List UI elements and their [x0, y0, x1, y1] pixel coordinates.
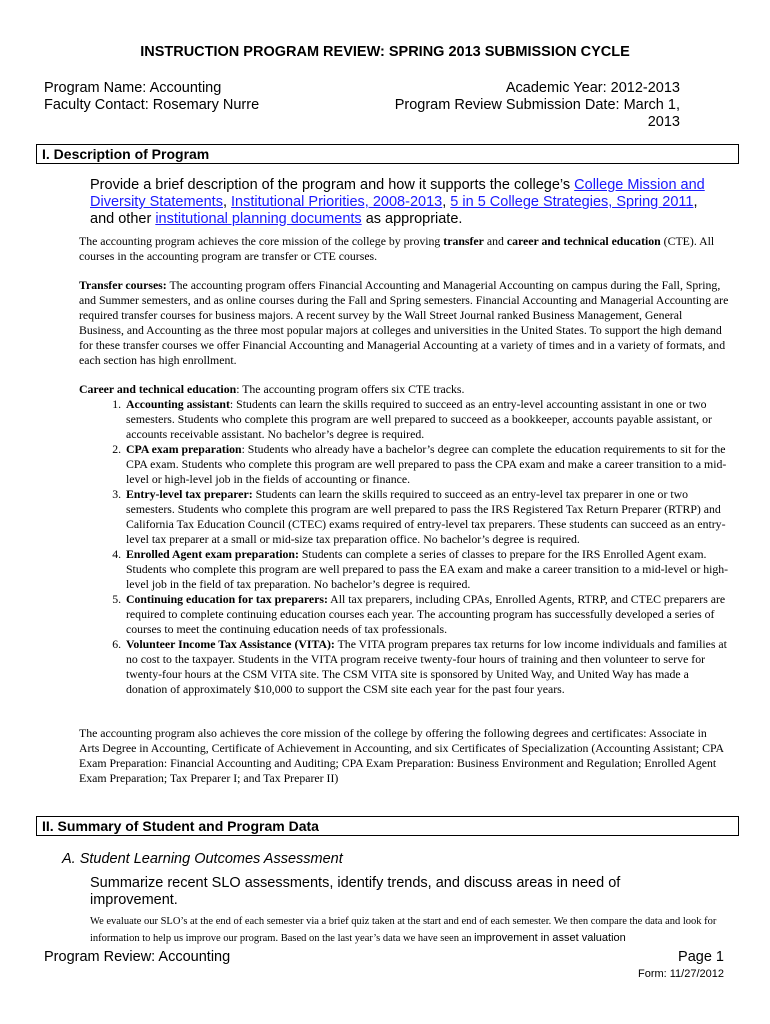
- slo-text-tail: improvement in asset valuation: [474, 932, 626, 944]
- academic-year: Academic Year: 2012-2013: [505, 80, 680, 96]
- list-item: [124, 637, 729, 697]
- intro-bold-transfer: transfer: [443, 234, 484, 248]
- link-institutional-priorities[interactable]: Institutional Priorities, 2008-2013: [231, 194, 443, 210]
- track-title: Continuing education for tax preparers:: [126, 592, 328, 606]
- track-text: Students can learn the skills required to succeed as an entry-level tax preparer in one or two semesters. Students who complete this program are well prepared to pass the IRS Registered Tax Return Preparer (RTRP) and California Tax Education Council (CTEC) exams required of entry-level tax preparers. These students can succeed as an entry-level tax preparer at a small or mid-size tax preparation office. No bachelor’s degree is required.: [126, 487, 726, 546]
- list-item: [124, 592, 729, 637]
- prompt-text: Provide a brief description of the program and how it supports the college’s: [90, 177, 575, 193]
- prompt-text: , and other: [90, 194, 698, 227]
- intro-text: (CTE). All courses in the accounting program are transfer or CTE courses.: [79, 234, 715, 263]
- track-title: CPA exam preparation: [126, 442, 242, 456]
- track-title: Enrolled Agent exam preparation:: [126, 547, 299, 561]
- cte-paragraph: [79, 382, 729, 397]
- degrees-paragraph: The accounting program also achieves the core mission of the college by offering the following degrees and certificates: Associate in Arts Degree in Accounting, Certificate of Achievement in Accounting, and six Certificates of Specialization (Accounting Assistant; CPA Exam Preparation: Financial Accounting and Auditing; CPA Exam Preparation: Business Environment and Regulation; Enrolled Agent Exam Preparation; Tax Preparer I; and Tax Preparer II): [79, 726, 724, 785]
- cte-text: : The accounting program offers six CTE tracks.: [236, 382, 465, 396]
- subsection-heading-slo: A. Student Learning Outcomes Assessment: [62, 851, 343, 867]
- link-college-mission[interactable]: College Mission and Diversity Statements: [90, 177, 705, 210]
- track-text: Students can complete a series of classes to prepare for the IRS Enrolled Agent exam. Students who complete this program are well prepared to pass the EA exam and make a career transition to a mid-level or high-level job in the field of tax preparation. No bachelor’s degree is required.: [126, 547, 729, 591]
- track-text: All tax preparers, including CPAs, Enrolled Agents, RTRP, and CTEC preparers are required to complete continuing education courses each year. The accounting program has successfully developed a series of courses to meet the continuing education needs of tax professionals.: [126, 592, 726, 636]
- cte-label: Career and technical education: [79, 382, 237, 396]
- track-title: Entry-level tax preparer:: [126, 487, 253, 501]
- header-right: [370, 80, 680, 131]
- intro-paragraph: [79, 234, 729, 264]
- section-heading-summary: II. Summary of Student and Program Data: [36, 816, 739, 836]
- cte-track-list: [79, 397, 729, 697]
- track-title: Accounting assistant: [126, 397, 230, 411]
- intro-text: The accounting program achieves the core mission of the college by proving: [79, 234, 444, 248]
- intro-text: and: [483, 234, 507, 248]
- transfer-paragraph: [79, 278, 729, 368]
- list-item: [124, 487, 729, 547]
- footer-form-date: Form: 11/27/2012: [637, 968, 724, 980]
- section2-prompt: Summarize recent SLO assessments, identify trends, and discuss areas in need of improvement.: [90, 875, 621, 908]
- list-item: [124, 547, 729, 592]
- intro-bold-cte: career and technical education: [506, 234, 661, 248]
- list-item: [124, 442, 729, 487]
- prompt-text: as appropriate.: [361, 211, 463, 227]
- submission-date: Program Review Submission Date: March 1, 2013: [394, 97, 680, 130]
- section-heading-description: I. Description of Program: [36, 144, 739, 164]
- slo-paragraph: [90, 914, 730, 947]
- list-item: [124, 397, 729, 442]
- track-text: : Students can learn the skills required to succeed as an entry-level accounting assistant in one or two semesters. Students who complete this program are well prepared to succeed as a bookkeeper, accounts payable assistant, or accounts receivable assistant. No bachelor’s degree is required.: [126, 397, 712, 441]
- track-title: Volunteer Income Tax Assistance (VITA):: [126, 637, 335, 651]
- footer-program: Program Review: Accounting: [44, 949, 231, 965]
- prompt-text: ,: [442, 194, 451, 210]
- link-planning-documents[interactable]: institutional planning documents: [155, 211, 362, 227]
- track-text: : Students who already have a bachelor’s degree can complete the education requirements to sit for the CPA exam. Students who complete this program are well prepared to pass the CPA exam and make a career transition to a mid-level or high-level job in the fields of accounting or finance.: [126, 442, 727, 486]
- header-left: [44, 80, 259, 114]
- document-title: INSTRUCTION PROGRAM REVIEW: SPRING 2013 SUBMISSION CYCLE: [140, 44, 630, 60]
- link-5-in-5-strategies[interactable]: 5 in 5 College Strategies, Spring 2011: [450, 194, 694, 210]
- transfer-text: The accounting program offers Financial Accounting and Managerial Accounting on campus during the Fall, Spring, and Summer semesters, and as online courses during the Fall and Spring semesters. Financial Accounting and Managerial Accounting are required transfer courses for business majors. A recent survey by the Wall Street Journal ranked Business Management, General Business, and Accounting as the three most popular majors at colleges and universities in the United States. To support the high demand for these transfer courses we offer Financial Accounting and Managerial Accounting at a variety of times and in a variety of formats, and each section has high enrollment.: [79, 278, 729, 367]
- faculty-contact: Faculty Contact: Rosemary Nurre: [44, 97, 260, 113]
- section1-prompt: [90, 177, 710, 228]
- transfer-label: Transfer courses:: [79, 278, 167, 292]
- program-name: Program Name: Accounting: [44, 80, 222, 96]
- slo-text: We evaluate our SLO’s at the end of each semester via a brief quiz taken at the start and end of each semester. We then compare the data and look for information to help us improve our program. Based on the last year’s data we have seen an: [90, 916, 717, 944]
- prompt-text: ,: [222, 194, 232, 210]
- footer-page-number: Page 1: [678, 949, 724, 965]
- track-text: The VITA program prepares tax returns for low income individuals and families at no cost to the taxpayer. Students in the VITA program receive twenty-four hours of training and then volunteer to serve for twenty-four hours at the CSM VITA site. The CSM VITA site is sponsored by United Way, and United Way has made a donation of approximately $10,000 to support the CSM site each year for the past four years.: [126, 637, 727, 696]
